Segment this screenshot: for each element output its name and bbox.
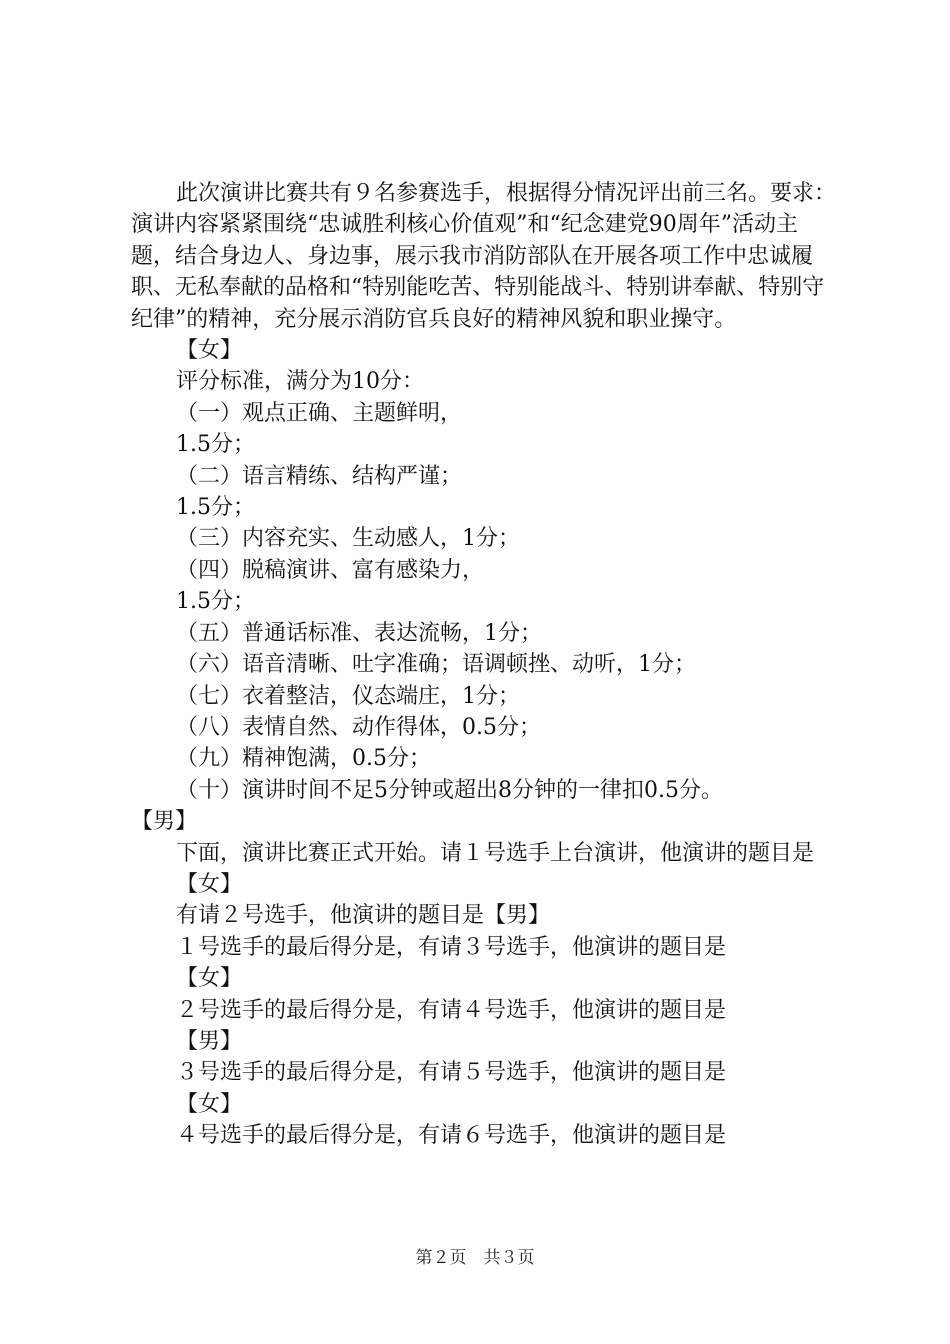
closing-line-9: ４号选手的最后得分是，有请６号选手，他演讲的题目是 bbox=[176, 1123, 727, 1149]
document-body bbox=[131, 178, 836, 1152]
line-13: （八）表情自然、动作得体，0.5分； bbox=[176, 714, 541, 740]
closing-line-7: ３号选手的最后得分是，有请５号选手，他演讲的题目是 bbox=[176, 1060, 727, 1086]
closing-line-3: １号选手的最后得分是，有请３号选手，他演讲的题目是 bbox=[176, 934, 727, 960]
line-10: （五）普通话标准、表达流畅，1分； bbox=[176, 620, 542, 646]
line-15: （十）演讲时间不足5分钟或超出8分钟的一律扣0.5分。 bbox=[176, 777, 723, 803]
closing-line-2: 有请２号选手，他演讲的题目是【男】 bbox=[176, 903, 551, 929]
line-11: （六）语音清晰、吐字准确；语调顿挫、动听，1分； bbox=[176, 652, 696, 678]
male-marker: 【男】 bbox=[131, 809, 198, 835]
line-14: （九）精神饱满，0.5分； bbox=[176, 746, 431, 772]
closing-line-5: ２号选手的最后得分是，有请４号选手，他演讲的题目是 bbox=[176, 997, 727, 1023]
page-footer: 第２页 共３页 bbox=[415, 1248, 535, 1268]
line-6: 1.5分； bbox=[176, 495, 255, 521]
line-9: 1.5分； bbox=[176, 589, 255, 615]
closing-line-8: 【女】 bbox=[176, 1091, 243, 1117]
line-5: （二）语言精练、结构严谨； bbox=[176, 463, 463, 489]
line-3: （一）观点正确、主题鲜明， bbox=[176, 400, 463, 426]
line-4: 1.5分； bbox=[176, 432, 255, 458]
line-1: 【女】 bbox=[176, 338, 243, 364]
closing-line-1: 【女】 bbox=[176, 871, 243, 897]
closing-line-6: 【男】 bbox=[176, 1028, 243, 1054]
closing-line-4: 【女】 bbox=[176, 966, 243, 992]
line-12: （七）衣着整洁，仪态端庄，1分； bbox=[176, 683, 520, 709]
line-2: 评分标准，满分为10分： bbox=[176, 369, 424, 395]
line-7: （三）内容充实、生动感人，1分； bbox=[176, 526, 520, 552]
announce-paragraph: 下面，演讲比赛正式开始。请１号选手上台演讲，他演讲的题目是 bbox=[176, 840, 815, 866]
intro-paragraph: 此次演讲比赛共有９名参赛选手，根据得分情况评出前三名。要求：演讲内容紧紧围绕“忠诚胜利核心价值观”和“纪念建党90周年”活动主题，结合身边人、身边事，展示我市消防部队在开展各项工作中忠诚履职、无私奉献的品格和“特别能吃苦、特别能战斗、特别讲奉献、特别守纪律”的精神，充分展示消防官兵良好的精神风貌和职业操守。 bbox=[131, 181, 837, 332]
line-8: （四）脱稿演讲、富有感染力， bbox=[176, 557, 485, 583]
